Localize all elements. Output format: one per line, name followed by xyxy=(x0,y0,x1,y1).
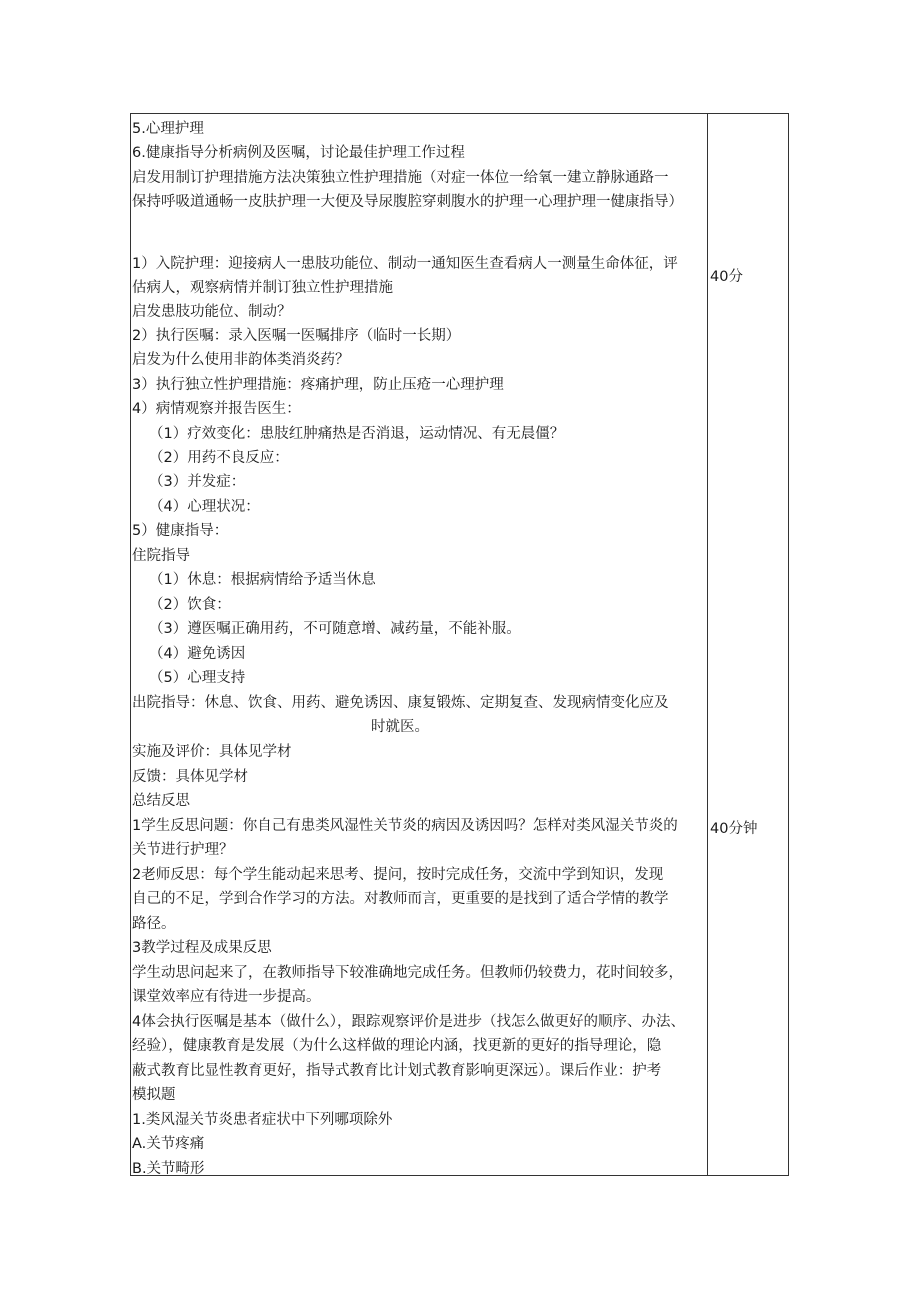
text-line: 3教学过程及成果反思 xyxy=(132,940,272,956)
text-line: 1学生反思问题：你自己有患类风湿性关节炎的病因及诱因吗？怎样对类风湿关节炎的 xyxy=(132,818,678,834)
text-line: （4）心理状况： xyxy=(149,499,260,515)
text-line: 实施及评价：具体见学材 xyxy=(132,744,292,760)
text-line: 模拟题 xyxy=(132,1087,176,1103)
text-line: 启发为什么使用非韵体类消炎药？ xyxy=(132,352,350,368)
text-line: 2）执行医嘱：录入医嘱一医嘱排序（临时一长期） xyxy=(132,328,461,344)
text-line: （5）心理支持 xyxy=(149,670,246,686)
text-line: 1.类风湿关节炎患者症状中下列哪项除外 xyxy=(132,1112,393,1128)
text-line: 课堂效率应有待进一步提高。 xyxy=(132,989,321,1005)
time-allocation-second: 40分钟 xyxy=(710,821,758,837)
time-allocation-first: 40分 xyxy=(710,269,743,285)
text-line: 5）健康指导： xyxy=(132,523,229,539)
text-line: 时就医。 xyxy=(371,719,429,735)
text-line: 启发患肢功能位、制动？ xyxy=(132,304,292,320)
lesson-plan-table xyxy=(130,113,789,1176)
text-line: 3）执行独立性护理措施：疼痛护理，防止压疮一心理护理 xyxy=(132,377,504,393)
text-line: （2）用药不良反应： xyxy=(149,450,289,466)
text-line: 总结反思 xyxy=(132,793,190,809)
text-line: （1）疗效变化：患肢红肿痛热是否消退，运动情况、有无晨僵？ xyxy=(149,426,565,442)
text-line: 2老师反思：每个学生能动起来思考、提问，按时完成任务，交流中学到知识，发现 xyxy=(132,867,664,883)
text-line: 路径。 xyxy=(132,916,176,932)
content-cell xyxy=(131,114,708,1175)
text-line: 保持呼吸道通畅一皮肤护理一大便及导尿腹腔穿刺腹水的护理一心理护理一健康指导） xyxy=(132,194,683,210)
text-line: 关节进行护理？ xyxy=(132,842,234,858)
text-line: B.关节畸形 xyxy=(132,1161,205,1175)
text-line: 1）入院护理：迎接病人一患肢功能位、制动一通知医生查看病人一测量生命体征，评 xyxy=(132,256,678,272)
text-line: A.关节疼痛 xyxy=(132,1136,205,1152)
text-line: （3）并发症： xyxy=(149,474,246,490)
text-line: 估病人，观察病情并制订独立性护理措施 xyxy=(132,280,393,296)
text-line: 6.健康指导分析病例及医嘱，讨论最佳护理工作过程 xyxy=(132,145,465,161)
text-line: 启发用制订护理措施方法决策独立性护理措施（对症一体位一给氧一建立静脉通路一 xyxy=(132,170,669,186)
text-line: 4）病情观察并报告医生： xyxy=(132,401,301,417)
text-line: （1）休息：根据病情给予适当休息 xyxy=(149,572,376,588)
text-line: 自己的不足，学到合作学习的方法。对教师而言，更重要的是找到了适合学情的教学 xyxy=(132,891,669,907)
text-line: （3）遵医嘱正确用药，不可随意增、减药量，不能补服。 xyxy=(149,621,521,637)
text-line: 出院指导：休息、饮食、用药、避免诱因、康复锻炼、定期复查、发现病情变化应及 xyxy=(132,695,669,711)
text-line: 蔽式教育比显性教育更好，指导式教育比计划式教育影响更深远）。课后作业：护考 xyxy=(132,1063,662,1079)
text-line: 5.心理护理 xyxy=(132,121,204,137)
text-line: （4）避免诱因 xyxy=(149,646,246,662)
time-cell xyxy=(708,114,788,1175)
text-line: 经验），健康教育是发展（为什么这样做的理论内涵，找更新的更好的指导理论，隐 xyxy=(132,1038,662,1054)
text-line: （2）饮食： xyxy=(149,597,231,613)
text-line: 学生动思问起来了，在教师指导下较准确地完成任务。但教师仍较费力，花时间较多， xyxy=(132,965,683,981)
text-line: 4体会执行医嘱是基本（做什么），跟踪观察评价是进步（找怎么做更好的顺序、办法、 xyxy=(132,1014,685,1030)
text-line: 住院指导 xyxy=(132,548,190,564)
text-line: 反馈：具体见学材 xyxy=(132,769,248,785)
